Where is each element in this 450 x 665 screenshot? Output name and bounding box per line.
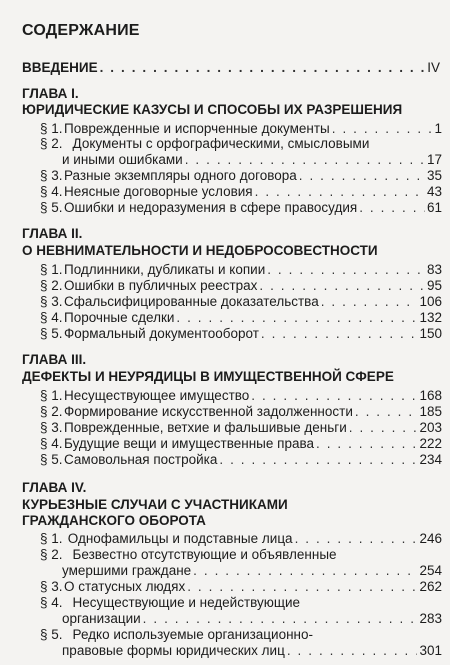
section-title: Документы с орфографическими, смысловыми: [72, 136, 370, 151]
section-page: 17: [426, 152, 442, 167]
section-title: Несуществующее имущество: [64, 388, 250, 403]
section-title: Самовольная постройка: [64, 452, 218, 467]
section-number: § 1.: [40, 262, 63, 277]
chapter-4-title-line2: ГРАЖДАНСКОГО ОБОРОТА: [22, 513, 206, 528]
section-title: Поврежденные и испорченные документы: [64, 121, 330, 136]
section-page: 61: [426, 200, 442, 215]
chapter-4-title: КУРЬЕЗНЫЕ СЛУЧАИ С УЧАСТНИКАМИ: [22, 497, 288, 512]
leader-dots: [261, 326, 418, 341]
leader-dots: [255, 184, 425, 199]
intro-entry[interactable]: [22, 60, 440, 75]
chapter-4-number: ГЛАВА IV.: [22, 480, 87, 495]
chapter-3-section-3[interactable]: [40, 420, 442, 435]
section-page: 132: [419, 310, 442, 325]
leader-dots: [100, 60, 426, 75]
section-page: 35: [426, 168, 442, 183]
section-number: § 2.: [40, 547, 63, 562]
chapter-4-section-2-line2[interactable]: [62, 563, 442, 578]
section-title: Формирование искусственной задолженности: [64, 404, 353, 419]
section-page: 150: [419, 326, 442, 341]
leader-dots: [359, 200, 425, 215]
section-page: 83: [426, 262, 442, 277]
chapter-2-section-2[interactable]: [40, 278, 442, 293]
section-title: Поврежденные, ветхие и фальшивые деньги: [64, 420, 347, 435]
section-number: § 3.: [40, 420, 63, 435]
section-title: Формальный документооборот: [64, 326, 259, 341]
section-page: 168: [419, 388, 442, 403]
chapter-4-section-1[interactable]: [40, 531, 442, 546]
chapter-2-title: О НЕВНИМАТЕЛЬНОСТИ И НЕДОБРОСОВЕСТНОСТИ: [22, 243, 378, 258]
section-number: § 5.: [40, 627, 63, 642]
section-page: 301: [419, 643, 442, 658]
intro-label: ВВЕДЕНИЕ: [22, 60, 98, 75]
chapter-1-section-2-line1[interactable]: [40, 136, 370, 151]
section-title: Подлинники, дубликаты и копии: [64, 262, 266, 277]
section-page: 222: [419, 436, 442, 451]
chapter-1-section-2-line2[interactable]: [62, 152, 442, 167]
leader-dots: [193, 563, 417, 578]
chapter-1-section-5[interactable]: [40, 200, 442, 215]
intro-page: IV: [427, 60, 440, 75]
toc-title: СОДЕРЖАНИЕ: [22, 22, 140, 39]
section-title: Неясные договорные условия: [64, 184, 253, 199]
leader-dots: [185, 152, 425, 167]
section-title-continued: умершими граждане: [62, 563, 192, 578]
chapter-1-section-3[interactable]: [40, 168, 442, 183]
leader-dots: [355, 404, 418, 419]
chapter-2-section-4[interactable]: [40, 310, 442, 325]
section-title: Ошибки и недоразумения в сфере правосудия: [64, 200, 358, 215]
chapter-1-section-4[interactable]: [40, 184, 442, 199]
section-number: § 2.: [40, 136, 63, 151]
section-page: 203: [419, 420, 442, 435]
leader-dots: [287, 643, 418, 658]
leader-dots: [176, 310, 417, 325]
chapter-1-section-1[interactable]: [40, 121, 442, 136]
section-number: § 2.: [40, 404, 63, 419]
chapter-3-section-1[interactable]: [40, 388, 442, 403]
chapter-4-section-5-line2[interactable]: [62, 643, 442, 658]
section-title: Редко используемые организационно-: [72, 627, 313, 642]
chapter-3-section-4[interactable]: [40, 436, 442, 451]
section-number: § 3.: [40, 294, 63, 309]
section-title: Несуществующие и недействующие: [72, 595, 301, 610]
section-number: § 1.: [40, 121, 63, 136]
section-title: Будущие вещи и имущественные права: [64, 436, 314, 451]
leader-dots: [251, 388, 417, 403]
section-number: § 4.: [40, 436, 63, 451]
chapter-2-section-5[interactable]: [40, 326, 442, 341]
leader-dots: [219, 452, 417, 467]
chapter-1-number: ГЛАВА I.: [22, 86, 79, 101]
section-number: § 5.: [40, 326, 63, 341]
leader-dots: [349, 420, 418, 435]
section-title-continued: организации: [62, 611, 141, 626]
chapter-2-section-3[interactable]: [40, 294, 442, 309]
section-page: 1: [434, 121, 442, 136]
leader-dots: [259, 278, 425, 293]
section-number: § 1.: [40, 388, 63, 403]
section-page: 283: [419, 611, 442, 626]
section-title: Однофамильцы и подставные лица: [64, 531, 293, 546]
section-number: § 3.: [40, 579, 63, 594]
chapter-4-section-5-line1[interactable]: [40, 627, 313, 642]
section-title: Сфальсифицированные доказательства: [64, 294, 319, 309]
section-page: 254: [419, 563, 442, 578]
section-page: 185: [419, 404, 442, 419]
chapter-3-section-5[interactable]: [40, 452, 442, 467]
section-page: 43: [426, 184, 442, 199]
section-title: Разные экземпляры одного договора: [64, 168, 297, 183]
section-number: § 3.: [40, 168, 63, 183]
section-number: § 5.: [40, 452, 63, 467]
leader-dots: [187, 579, 417, 594]
leader-dots: [332, 121, 433, 136]
section-number: § 2.: [40, 278, 63, 293]
chapter-3-section-2[interactable]: [40, 404, 442, 419]
chapter-3-number: ГЛАВА III.: [22, 352, 87, 367]
chapter-2-section-1[interactable]: [40, 262, 442, 277]
chapter-2-number: ГЛАВА II.: [22, 226, 83, 241]
section-page: 234: [419, 452, 442, 467]
section-title: О статусных людях: [64, 579, 186, 594]
chapter-3-title: ДЕФЕКТЫ И НЕУРЯДИЦЫ В ИМУЩЕСТВЕННОЙ СФЕРЕ: [22, 369, 394, 384]
leader-dots: [143, 611, 418, 626]
section-number: § 5.: [40, 200, 63, 215]
section-title: Ошибки в публичных реестрах: [64, 278, 258, 293]
section-title-continued: правовые формы юридических лиц: [62, 643, 285, 658]
section-page: 95: [426, 278, 442, 293]
section-number: § 4.: [40, 595, 63, 610]
section-page: 106: [419, 294, 442, 309]
leader-dots: [295, 531, 418, 546]
chapter-4-section-4-line2[interactable]: [62, 611, 442, 626]
leader-dots: [316, 436, 417, 451]
leader-dots: [299, 168, 425, 183]
leader-dots: [321, 294, 418, 309]
section-number: § 4.: [40, 184, 63, 199]
section-title: Безвестно отсутствующие и объявленные: [72, 547, 337, 562]
section-number: § 4.: [40, 310, 63, 325]
section-title: Порочные сделки: [64, 310, 175, 325]
chapter-4-section-4-line1[interactable]: [40, 595, 301, 610]
section-page: 262: [419, 579, 442, 594]
section-title-continued: и иными ошибками: [62, 152, 183, 167]
chapter-4-section-3[interactable]: [40, 579, 442, 594]
section-page: 246: [419, 531, 442, 546]
leader-dots: [267, 262, 425, 277]
section-number: § 1.: [40, 531, 63, 546]
chapter-4-section-2-line1[interactable]: [40, 547, 337, 562]
chapter-1-title: ЮРИДИЧЕСКИЕ КАЗУСЫ И СПОСОБЫ ИХ РАЗРЕШЕНИЯ: [22, 102, 403, 117]
